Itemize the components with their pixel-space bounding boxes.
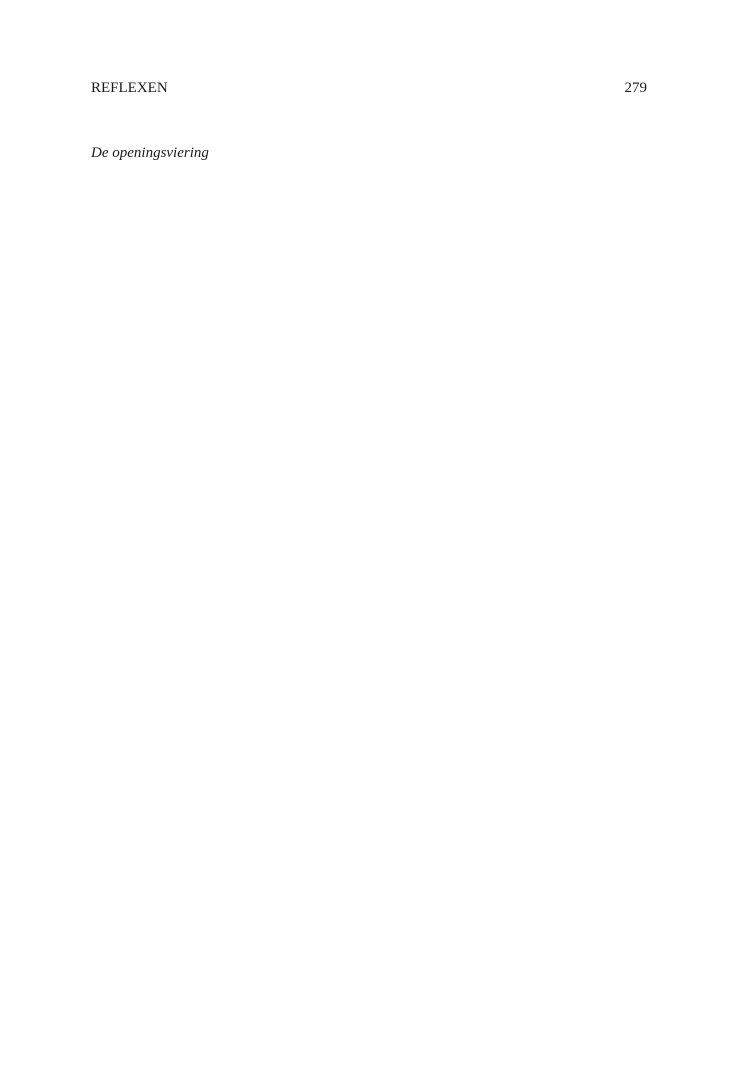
body-text xyxy=(91,120,647,164)
running-head-title: REFLEXEN xyxy=(91,80,168,96)
section-heading: De openingsviering xyxy=(91,145,209,161)
page-number: 279 xyxy=(624,80,647,96)
running-head xyxy=(91,78,647,98)
